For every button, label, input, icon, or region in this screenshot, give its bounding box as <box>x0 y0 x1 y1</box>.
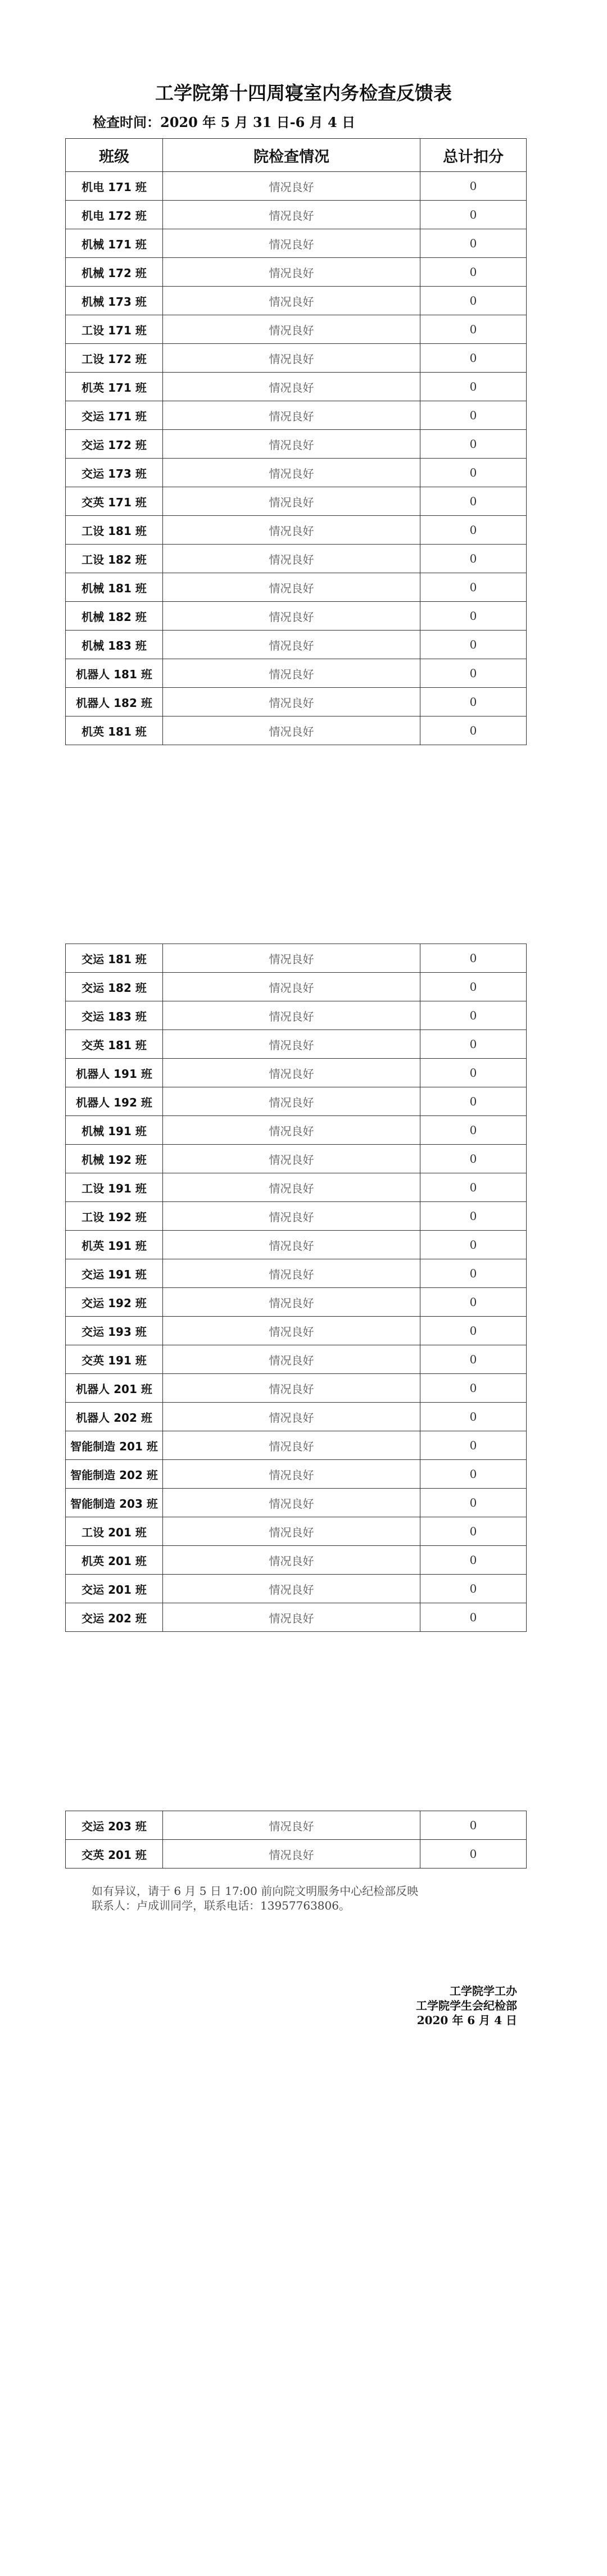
inspection-time: 检查时间：2020 年 5 月 31 日-6 月 4 日 <box>93 114 356 130</box>
situation-cell: 情况良好 <box>163 1840 420 1868</box>
table-row <box>66 487 527 516</box>
situation-cell: 情况良好 <box>163 287 420 315</box>
score-cell: 0 <box>420 172 527 201</box>
situation-cell: 情况良好 <box>163 1059 420 1087</box>
objection-note <box>92 1884 418 1913</box>
table-row <box>66 1840 527 1868</box>
situation-cell: 情况良好 <box>163 1030 420 1059</box>
score-cell: 0 <box>420 545 527 573</box>
signature-block <box>292 1984 517 2028</box>
table-row <box>66 1259 527 1288</box>
table-row <box>66 1460 527 1489</box>
table-row <box>66 1145 527 1173</box>
situation-cell: 情况良好 <box>163 229 420 258</box>
situation-cell: 情况良好 <box>163 344 420 373</box>
signature-org-1: 工学院学工办 <box>450 1984 517 1998</box>
header-situation: 院检查情况 <box>163 139 420 172</box>
table-row <box>66 287 527 315</box>
table-row <box>66 1202 527 1231</box>
score-cell: 0 <box>420 1259 527 1288</box>
situation-cell: 情况良好 <box>163 1259 420 1288</box>
situation-cell: 情况良好 <box>163 1811 420 1840</box>
table-row <box>66 1546 527 1575</box>
class-cell: 交运 191 班 <box>66 1259 163 1288</box>
table-row <box>66 1489 527 1517</box>
inspection-table-page1 <box>65 138 527 745</box>
class-cell: 机械 172 班 <box>66 258 163 287</box>
situation-cell: 情况良好 <box>163 1575 420 1603</box>
score-cell: 0 <box>420 631 527 659</box>
table-row <box>66 344 527 373</box>
score-cell: 0 <box>420 459 527 487</box>
table-row <box>66 1345 527 1374</box>
class-cell: 机器人 182 班 <box>66 688 163 716</box>
class-cell: 交运 183 班 <box>66 1001 163 1030</box>
class-cell: 交英 191 班 <box>66 1345 163 1374</box>
class-cell: 智能制造 202 班 <box>66 1460 163 1489</box>
situation-cell: 情况良好 <box>163 1116 420 1145</box>
score-cell: 0 <box>420 1603 527 1632</box>
score-cell: 0 <box>420 487 527 516</box>
score-cell: 0 <box>420 344 527 373</box>
score-cell: 0 <box>420 1288 527 1317</box>
situation-cell: 情况良好 <box>163 1231 420 1259</box>
situation-cell: 情况良好 <box>163 1603 420 1632</box>
table-row <box>66 688 527 716</box>
class-cell: 机英 191 班 <box>66 1231 163 1259</box>
table-row <box>66 373 527 401</box>
score-cell: 0 <box>420 1460 527 1489</box>
situation-cell: 情况良好 <box>163 944 420 973</box>
score-cell: 0 <box>420 1546 527 1575</box>
score-cell: 0 <box>420 373 527 401</box>
score-cell: 0 <box>420 1173 527 1202</box>
class-cell: 机电 171 班 <box>66 172 163 201</box>
situation-cell: 情况良好 <box>163 1403 420 1431</box>
score-cell: 0 <box>420 1517 527 1546</box>
score-cell: 0 <box>420 1345 527 1374</box>
table-row <box>66 1374 527 1403</box>
note-line-1: 如有异议，请于 6 月 5 日 17:00 前向院文明服务中心纪检部反映 <box>92 1884 419 1898</box>
table-row <box>66 430 527 459</box>
class-cell: 机械 192 班 <box>66 1145 163 1173</box>
table-row <box>66 716 527 745</box>
score-cell: 0 <box>420 1231 527 1259</box>
table-row <box>66 459 527 487</box>
situation-cell: 情况良好 <box>163 1460 420 1489</box>
table-row <box>66 172 527 201</box>
signature-org-2: 工学院学生会纪检部 <box>416 1999 517 2012</box>
class-cell: 机器人 201 班 <box>66 1374 163 1403</box>
table-row <box>66 1231 527 1259</box>
note-line-2: 联系人：卢成训同学，联系电话：13957763806。 <box>92 1899 350 1912</box>
table-row <box>66 1116 527 1145</box>
situation-cell: 情况良好 <box>163 201 420 229</box>
score-cell: 0 <box>420 1431 527 1460</box>
score-cell: 0 <box>420 1811 527 1840</box>
situation-cell: 情况良好 <box>163 1145 420 1173</box>
class-cell: 机械 183 班 <box>66 631 163 659</box>
class-cell: 交运 171 班 <box>66 401 163 430</box>
situation-cell: 情况良好 <box>163 430 420 459</box>
table-row <box>66 631 527 659</box>
score-cell: 0 <box>420 516 527 545</box>
score-cell: 0 <box>420 602 527 631</box>
class-cell: 交运 193 班 <box>66 1317 163 1345</box>
score-cell: 0 <box>420 430 527 459</box>
inspection-table-page3 <box>65 1811 527 1868</box>
class-cell: 机械 191 班 <box>66 1116 163 1145</box>
class-cell: 交英 181 班 <box>66 1030 163 1059</box>
table-row <box>66 1811 527 1840</box>
situation-cell: 情况良好 <box>163 688 420 716</box>
table-row <box>66 315 527 344</box>
table-row <box>66 1059 527 1087</box>
class-cell: 交运 201 班 <box>66 1575 163 1603</box>
table-row <box>66 1403 527 1431</box>
class-cell: 交运 203 班 <box>66 1811 163 1840</box>
class-cell: 机械 171 班 <box>66 229 163 258</box>
situation-cell: 情况良好 <box>163 1202 420 1231</box>
situation-cell: 情况良好 <box>163 516 420 545</box>
class-cell: 工设 192 班 <box>66 1202 163 1231</box>
score-cell: 0 <box>420 716 527 745</box>
score-cell: 0 <box>420 944 527 973</box>
table-header-row <box>66 139 527 172</box>
score-cell: 0 <box>420 973 527 1001</box>
class-cell: 工设 172 班 <box>66 344 163 373</box>
table-row <box>66 229 527 258</box>
score-cell: 0 <box>420 659 527 688</box>
table-row <box>66 401 527 430</box>
score-cell: 0 <box>420 401 527 430</box>
table-row <box>66 258 527 287</box>
table-row <box>66 573 527 602</box>
score-cell: 0 <box>420 1087 527 1116</box>
table-row <box>66 1288 527 1317</box>
class-cell: 交英 201 班 <box>66 1840 163 1868</box>
table-row <box>66 944 527 973</box>
score-cell: 0 <box>420 201 527 229</box>
situation-cell: 情况良好 <box>163 1517 420 1546</box>
score-cell: 0 <box>420 1059 527 1087</box>
class-cell: 智能制造 203 班 <box>66 1489 163 1517</box>
table-row <box>66 545 527 573</box>
inspection-table-page2 <box>65 944 527 1632</box>
class-cell: 交英 171 班 <box>66 487 163 516</box>
situation-cell: 情况良好 <box>163 487 420 516</box>
score-cell: 0 <box>420 315 527 344</box>
situation-cell: 情况良好 <box>163 401 420 430</box>
table-row <box>66 201 527 229</box>
score-cell: 0 <box>420 1575 527 1603</box>
situation-cell: 情况良好 <box>163 573 420 602</box>
score-cell: 0 <box>420 1840 527 1868</box>
situation-cell: 情况良好 <box>163 1489 420 1517</box>
situation-cell: 情况良好 <box>163 1345 420 1374</box>
situation-cell: 情况良好 <box>163 1173 420 1202</box>
class-cell: 交运 182 班 <box>66 973 163 1001</box>
class-cell: 工设 181 班 <box>66 516 163 545</box>
class-cell: 机英 181 班 <box>66 716 163 745</box>
situation-cell: 情况良好 <box>163 1288 420 1317</box>
table-row <box>66 1317 527 1345</box>
class-cell: 智能制造 201 班 <box>66 1431 163 1460</box>
class-cell: 机械 173 班 <box>66 287 163 315</box>
situation-cell: 情况良好 <box>163 315 420 344</box>
table-row <box>66 1517 527 1546</box>
class-cell: 交运 172 班 <box>66 430 163 459</box>
class-cell: 交运 181 班 <box>66 944 163 973</box>
score-cell: 0 <box>420 258 527 287</box>
table-row <box>66 659 527 688</box>
situation-cell: 情况良好 <box>163 1374 420 1403</box>
class-cell: 交运 202 班 <box>66 1603 163 1632</box>
class-cell: 交运 173 班 <box>66 459 163 487</box>
score-cell: 0 <box>420 287 527 315</box>
class-cell: 机英 201 班 <box>66 1546 163 1575</box>
score-cell: 0 <box>420 573 527 602</box>
class-cell: 机械 181 班 <box>66 573 163 602</box>
situation-cell: 情况良好 <box>163 258 420 287</box>
score-cell: 0 <box>420 688 527 716</box>
situation-cell: 情况良好 <box>163 459 420 487</box>
class-cell: 机器人 191 班 <box>66 1059 163 1087</box>
situation-cell: 情况良好 <box>163 172 420 201</box>
score-cell: 0 <box>420 1403 527 1431</box>
table-row <box>66 516 527 545</box>
situation-cell: 情况良好 <box>163 1546 420 1575</box>
score-cell: 0 <box>420 1116 527 1145</box>
situation-cell: 情况良好 <box>163 1001 420 1030</box>
header-class: 班级 <box>66 139 163 172</box>
situation-cell: 情况良好 <box>163 1431 420 1460</box>
situation-cell: 情况良好 <box>163 373 420 401</box>
table-row <box>66 1603 527 1632</box>
table-row <box>66 1030 527 1059</box>
situation-cell: 情况良好 <box>163 659 420 688</box>
score-cell: 0 <box>420 229 527 258</box>
class-cell: 工设 171 班 <box>66 315 163 344</box>
class-cell: 机器人 181 班 <box>66 659 163 688</box>
class-cell: 工设 191 班 <box>66 1173 163 1202</box>
table-row <box>66 1087 527 1116</box>
class-cell: 交运 192 班 <box>66 1288 163 1317</box>
signature-date: 2020 年 6 月 4 日 <box>416 2013 517 2027</box>
page-title: 工学院第十四周寝室内务检查反馈表 <box>155 82 452 104</box>
situation-cell: 情况良好 <box>163 631 420 659</box>
class-cell: 工设 182 班 <box>66 545 163 573</box>
class-cell: 机器人 192 班 <box>66 1087 163 1116</box>
header-score: 总计扣分 <box>420 139 527 172</box>
class-cell: 工设 201 班 <box>66 1517 163 1546</box>
table-row <box>66 1431 527 1460</box>
situation-cell: 情况良好 <box>163 716 420 745</box>
situation-cell: 情况良好 <box>163 602 420 631</box>
table-row <box>66 973 527 1001</box>
class-cell: 机械 182 班 <box>66 602 163 631</box>
score-cell: 0 <box>420 1202 527 1231</box>
situation-cell: 情况良好 <box>163 1317 420 1345</box>
class-cell: 机器人 202 班 <box>66 1403 163 1431</box>
situation-cell: 情况良好 <box>163 545 420 573</box>
class-cell: 机电 172 班 <box>66 201 163 229</box>
table-row <box>66 1173 527 1202</box>
table-row <box>66 602 527 631</box>
score-cell: 0 <box>420 1374 527 1403</box>
score-cell: 0 <box>420 1489 527 1517</box>
score-cell: 0 <box>420 1317 527 1345</box>
table-row <box>66 1575 527 1603</box>
score-cell: 0 <box>420 1030 527 1059</box>
score-cell: 0 <box>420 1145 527 1173</box>
score-cell: 0 <box>420 1001 527 1030</box>
situation-cell: 情况良好 <box>163 1087 420 1116</box>
class-cell: 机英 171 班 <box>66 373 163 401</box>
situation-cell: 情况良好 <box>163 973 420 1001</box>
table-row <box>66 1001 527 1030</box>
